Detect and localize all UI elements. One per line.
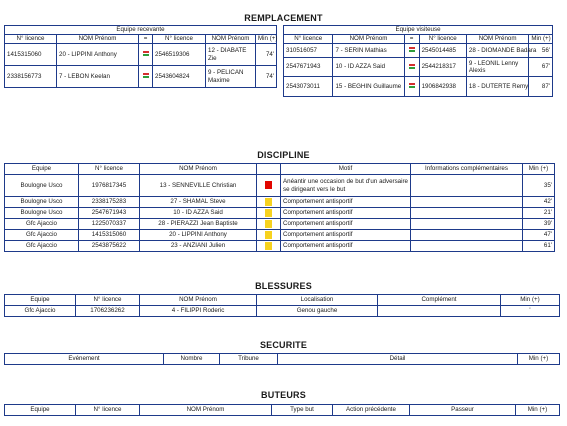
col-type-but: Type but (272, 405, 333, 416)
licence: 1225070337 (79, 219, 140, 230)
motif: Anéantir une occasion de but d'un adversaire se dirigeant vers le but (281, 175, 411, 197)
in-licence: 1906842938 (419, 77, 466, 97)
yellow-card-icon (257, 208, 281, 219)
replacement-away-table (283, 25, 553, 97)
player-name: 4 - FILIPPI Roderic (140, 306, 257, 317)
out-licence: 2338156773 (5, 66, 57, 88)
in-name: 9 - LEONIL Lenny Alexis (466, 58, 528, 77)
table-row (5, 66, 277, 88)
table-row (284, 77, 553, 97)
team: Boulogne Usco (5, 175, 79, 197)
licence: 2338175283 (79, 197, 140, 208)
col-team: Equipe (5, 164, 79, 175)
section-title-securite: SECURITE (259, 340, 308, 350)
in-licence: 2544218317 (419, 58, 466, 77)
in-name: 9 - PELICAN Maxime (206, 66, 256, 88)
col-min: Min (+) (529, 35, 553, 44)
minute: ' (501, 306, 560, 317)
col-info: Informations complémentaires (411, 164, 523, 175)
col-team: Equipe (5, 295, 76, 306)
minute: 35' (523, 175, 555, 197)
col-tribune: Tribune (220, 354, 278, 365)
table-row (5, 175, 555, 197)
licence: 1976817345 (79, 175, 140, 197)
player-name: 28 - PIERAZZI Jean Baptiste (140, 219, 257, 230)
minute: 67' (529, 58, 553, 77)
minute: 21' (523, 208, 555, 219)
col-action: Action précédente (333, 405, 410, 416)
col-licence-out: N° licence (5, 35, 57, 44)
in-licence: 2546519306 (153, 44, 206, 66)
table-row (284, 58, 553, 77)
motif: Comportement antisportif (281, 230, 411, 241)
minute: 74' (256, 44, 277, 66)
col-localisation: Localisation (257, 295, 378, 306)
col-licence: N° licence (76, 295, 140, 306)
col-passeur: Passeur (410, 405, 516, 416)
licence: 1415315060 (79, 230, 140, 241)
col-name-in: NOM Prénom (466, 35, 528, 44)
col-name-out: NOM Prénom (57, 35, 139, 44)
yellow-card-icon (257, 230, 281, 241)
section-title-remplacement: REMPLACEMENT (244, 13, 323, 23)
swap-icon (139, 44, 153, 66)
complement (378, 306, 501, 317)
info (411, 175, 523, 197)
col-evenement: Evénement (5, 354, 164, 365)
col-name-out: NOM Prénom (333, 35, 404, 44)
section-title-buteurs: BUTEURS (261, 390, 306, 400)
out-name: 7 - LEBON Keelan (57, 66, 139, 88)
col-card (257, 164, 281, 175)
table-row (5, 230, 555, 241)
swap-icon (404, 77, 419, 97)
securite-table (4, 353, 560, 365)
col-min: Min (+) (518, 354, 560, 365)
team: Boulogne Usco (5, 208, 79, 219)
minute: 61' (523, 241, 555, 252)
col-name: NOM Prénom (140, 164, 257, 175)
team: Gfc Ajaccio (5, 306, 76, 317)
col-licence: N° licence (79, 164, 140, 175)
table-row (5, 44, 277, 66)
col-swap: = (139, 35, 153, 44)
player-name: 23 - ANZIANI Julien (140, 241, 257, 252)
table-row (5, 197, 555, 208)
col-licence-in: N° licence (153, 35, 206, 44)
col-nombre: Nombre (164, 354, 220, 365)
col-licence-out: N° licence (284, 35, 333, 44)
col-name: NOM Prénom (140, 405, 272, 416)
motif: Comportement antisportif (281, 241, 411, 252)
col-min: Min (+) (256, 35, 277, 44)
team: Gfc Ajaccio (5, 219, 79, 230)
col-name-in: NOM Prénom (206, 35, 256, 44)
col-licence: N° licence (76, 405, 140, 416)
table-row (5, 306, 560, 317)
team: Gfc Ajaccio (5, 230, 79, 241)
minute: 39' (523, 219, 555, 230)
col-team: Equipe (5, 405, 76, 416)
out-licence: 1415315060 (5, 44, 57, 66)
player-name: 13 - SENNEVILLE Christian (140, 175, 257, 197)
out-name: 15 - BEGHIN Guillaume (333, 77, 404, 97)
swap-icon (404, 58, 419, 77)
info (411, 197, 523, 208)
red-card-icon (257, 175, 281, 197)
buteurs-table (4, 404, 560, 416)
swap-icon (404, 44, 419, 58)
out-name: 7 - SERIN Mathias (333, 44, 404, 58)
section-title-blessures: BLESSURES (255, 281, 312, 291)
out-licence: 2547671943 (284, 58, 333, 77)
localisation: Genou gauche (257, 306, 378, 317)
licence: 1706236262 (76, 306, 140, 317)
table-row (5, 208, 555, 219)
info (411, 241, 523, 252)
in-name: 18 - DUTERTE Remy (466, 77, 528, 97)
in-name: 28 - DIOMANDE Badara (466, 44, 528, 58)
motif: Comportement antisportif (281, 208, 411, 219)
col-motif: Motif (281, 164, 411, 175)
replacement-home-table (4, 25, 277, 88)
minute: 74' (256, 66, 277, 88)
licence: 2547671943 (79, 208, 140, 219)
table-row (284, 44, 553, 58)
in-licence: 2543604824 (153, 66, 206, 88)
blessures-table (4, 294, 560, 317)
minute: 47' (523, 230, 555, 241)
discipline-table (4, 163, 555, 252)
out-name: 20 - LIPPINI Anthony (57, 44, 139, 66)
table-row (5, 219, 555, 230)
player-name: 10 - ID AZZA Said (140, 208, 257, 219)
player-name: 27 - SHAMAL Steve (140, 197, 257, 208)
in-licence: 2545014485 (419, 44, 466, 58)
section-title-discipline: DISCIPLINE (257, 150, 310, 160)
licence: 2543875622 (79, 241, 140, 252)
col-name: NOM Prénom (140, 295, 257, 306)
motif: Comportement antisportif (281, 197, 411, 208)
swap-icon (139, 66, 153, 88)
col-min: Min (+) (501, 295, 560, 306)
home-team-label: Equipe recevante (5, 26, 277, 35)
yellow-card-icon (257, 197, 281, 208)
info (411, 230, 523, 241)
out-name: 10 - ID AZZA Said (333, 58, 404, 77)
minute: 87' (529, 77, 553, 97)
minute: 56' (529, 44, 553, 58)
col-min: Min (+) (516, 405, 560, 416)
col-complement: Complément (378, 295, 501, 306)
col-swap: = (404, 35, 419, 44)
team: Gfc Ajaccio (5, 241, 79, 252)
out-licence: 310516057 (284, 44, 333, 58)
info (411, 208, 523, 219)
col-detail: Détail (278, 354, 518, 365)
motif: Comportement antisportif (281, 219, 411, 230)
away-team-label: Equipe visiteuse (284, 26, 553, 35)
col-min: Min (+) (523, 164, 555, 175)
minute: 42' (523, 197, 555, 208)
col-licence-in: N° licence (419, 35, 466, 44)
out-licence: 2543073011 (284, 77, 333, 97)
table-row (5, 241, 555, 252)
player-name: 20 - LIPPINI Anthony (140, 230, 257, 241)
yellow-card-icon (257, 241, 281, 252)
info (411, 219, 523, 230)
in-name: 12 - DIABATE Zie (206, 44, 256, 66)
yellow-card-icon (257, 219, 281, 230)
team: Boulogne Usco (5, 197, 79, 208)
